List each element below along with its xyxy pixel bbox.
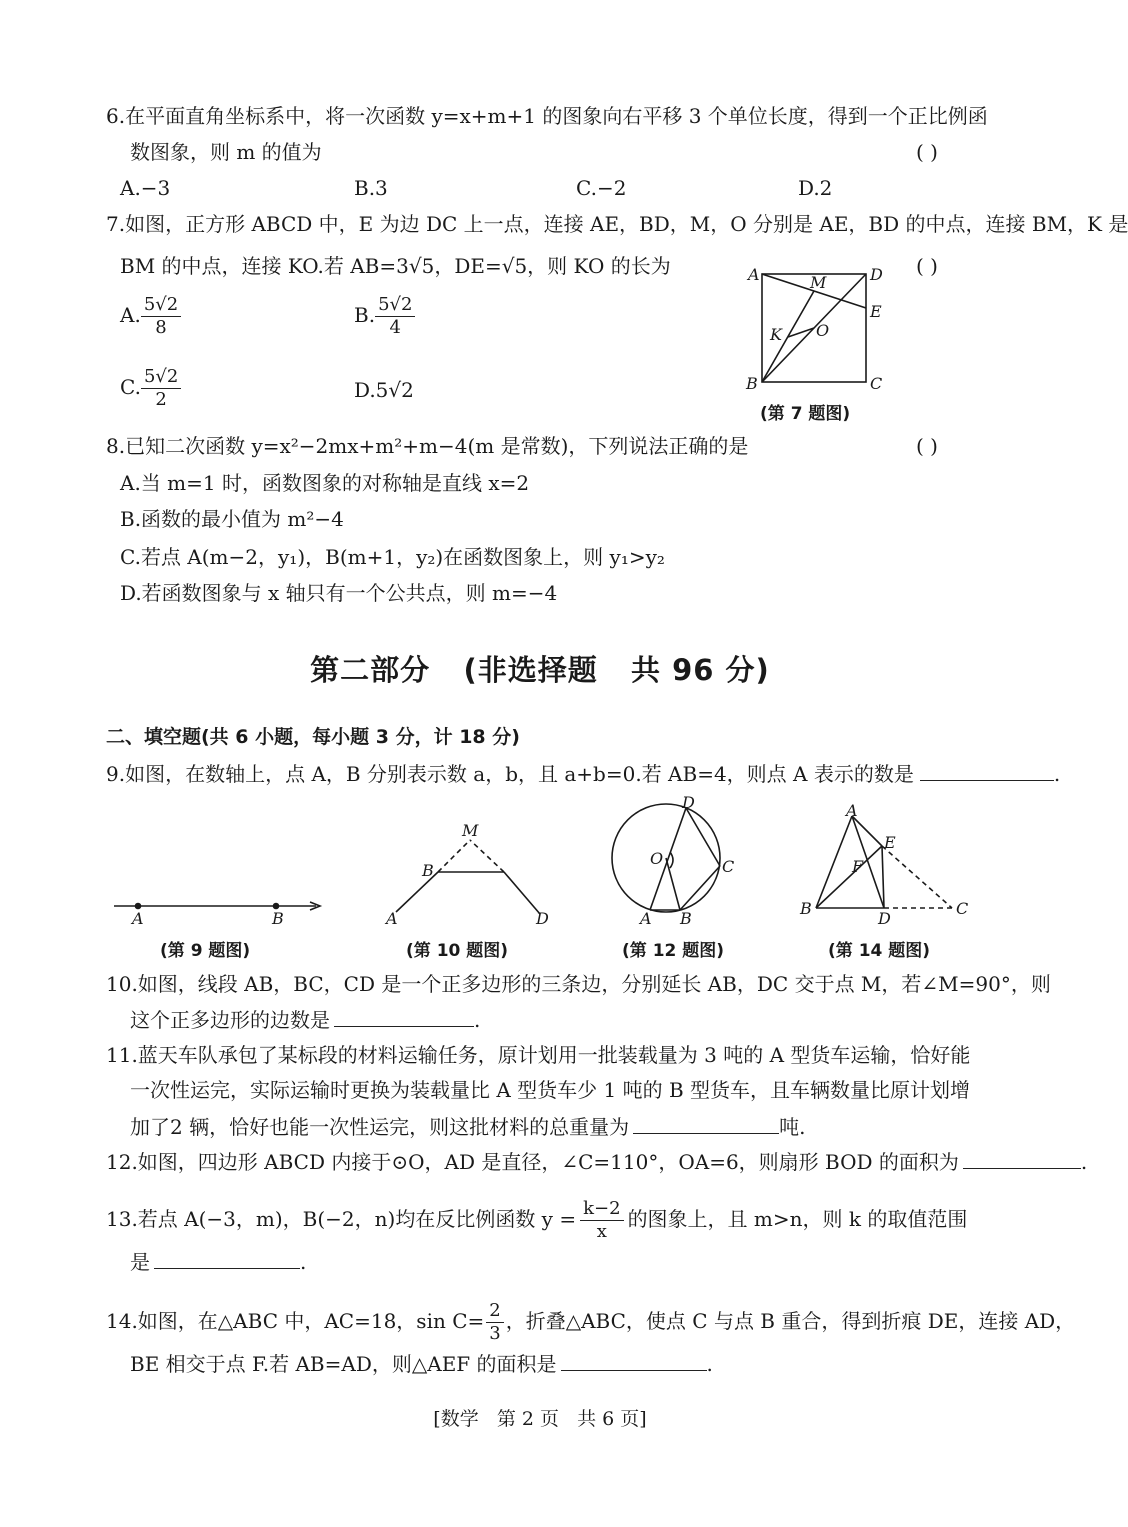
q7-line1: 7.如图，正方形 ABCD 中，E 为边 DC 上一点，连接 AE，BD，M，O 分别是 AE，BD 的中点，连接 BM，K 是: [106, 212, 1128, 236]
q6-option-d: D.2: [798, 176, 833, 200]
q10-ext-bm: [438, 840, 470, 872]
q7-label-d: D: [870, 265, 883, 284]
q14-seg-ab: [816, 816, 852, 908]
q14-line2: BE 相交于点 F.若 AB=AD，则△AEF 的面积是 .: [130, 1352, 713, 1376]
q7-option-c: C. $\frac{5√2}{2}$: [120, 366, 181, 411]
q13-answer-blank[interactable]: [154, 1248, 300, 1269]
q11-answer-blank[interactable]: [633, 1113, 779, 1134]
q7-option-b: B. $\frac{5√2}{4}$: [354, 294, 415, 339]
q14-answer-blank[interactable]: [561, 1350, 707, 1371]
q10-line2: 这个正多边形的边数是 .: [130, 1008, 481, 1032]
q14-figure: [796, 801, 982, 932]
section-title: 第二部分 (非选择题 共 96 分): [310, 653, 770, 687]
q11-line1: 11.蓝天车队承包了某标段的材料运输任务，原计划用一批装载量为 3 吨的 A 型货车运输，恰好能: [106, 1043, 971, 1067]
q12-figure: [608, 793, 748, 932]
q7-caption: (第 7 题图): [760, 404, 851, 424]
q7-label-b: B: [746, 374, 758, 393]
q12-label-o: O: [650, 849, 664, 868]
q9-point-a: [136, 904, 141, 909]
page-footer: [数学 第 2 页 共 6 页]: [433, 1408, 647, 1430]
q10-ext-cm: [470, 840, 504, 872]
q14-label-b: B: [800, 899, 812, 918]
q7-option-c-fraction: $\frac{5√2}{2}$: [141, 366, 181, 411]
q10-label-b: B: [422, 861, 434, 880]
q14-label-a: A: [846, 801, 858, 820]
q7-answer-paren: ( ): [916, 254, 938, 278]
q12-caption: (第 12 题图): [622, 941, 725, 961]
q8-option-b: B.函数的最小值为 m²−4: [120, 507, 344, 531]
q7-option-b-fraction: $\frac{5√2}{4}$: [375, 294, 415, 339]
q14-seg-be: [816, 846, 882, 908]
q6-option-c: C.−2: [576, 176, 627, 200]
q10-label-d: D: [536, 909, 549, 928]
q14-seg-de: [882, 846, 884, 908]
q7-label-o: O: [816, 321, 830, 340]
q8-line1: 8.已知二次函数 y=x²−2mx+m²+m−4(m 是常数)，下列说法正确的是: [106, 434, 749, 458]
q7-label-k: K: [770, 325, 782, 344]
q14-label-d: D: [878, 909, 891, 928]
q7-label-a: A: [748, 265, 760, 284]
q14-label-c: C: [956, 899, 969, 918]
q7-label-m: M: [810, 273, 827, 292]
q10-answer-blank[interactable]: [334, 1006, 474, 1027]
q14-label-e: E: [884, 833, 896, 852]
q9-label-b: B: [272, 909, 284, 928]
q6-line1: 6.在平面直角坐标系中，将一次函数 y=x+m+1 的图象向右平移 3 个单位长度，得到一个正比例函: [106, 104, 988, 128]
q7-line2: BM 的中点，连接 KO.若 AB=3√5，DE=√5，则 KO 的长为: [120, 254, 671, 278]
q14-fraction: $\frac{2}{3}$: [486, 1300, 503, 1345]
q12-label-c: C: [722, 857, 735, 876]
q8-option-a: A.当 m=1 时，函数图象的对称轴是直线 x=2: [120, 471, 530, 495]
q14-caption: (第 14 题图): [828, 941, 931, 961]
q9-figure: [110, 890, 330, 930]
q12-seg-ob: [666, 858, 680, 910]
q8-answer-paren: ( ): [916, 434, 938, 458]
q9-caption: (第 9 题图): [160, 941, 251, 961]
q7-option-d: D.5√2: [354, 378, 414, 402]
q8-option-c: C.若点 A(m−2，y₁)，B(m+1，y₂)在函数图象上，则 y₁>y₂: [120, 545, 665, 569]
q13-line1: 13.若点 A(−3，m)，B(−2，n)均在反比例函数 y = $\frac{k-2}{x}$ 的图象上，且 m>n，则 k 的取值范围: [106, 1198, 968, 1242]
q7-label-e: E: [870, 302, 882, 321]
q12-label-b: B: [680, 909, 692, 928]
q8-option-d: D.若函数图象与 x 轴只有一个公共点，则 m=−4: [120, 581, 558, 605]
q7-label-c: C: [870, 374, 883, 393]
q11-line3: 加了2 辆，恰好也能一次性运完，则这批材料的总重量为 吨.: [130, 1115, 806, 1139]
q6-option-b: B.3: [354, 176, 388, 200]
q7-option-a-fraction: $\frac{5√2}{8}$: [141, 294, 181, 339]
fill-in-heading: 二、填空题(共 6 小题，每小题 3 分，计 18 分): [106, 726, 520, 748]
q10-figure: [380, 820, 560, 932]
q10-label-a: A: [386, 909, 398, 928]
q14-fold-ec: [882, 846, 952, 908]
q12-label-d: D: [682, 793, 695, 812]
q10-label-m: M: [462, 821, 479, 840]
q12-line1: 12.如图，四边形 ABCD 内接于⊙O，AD 是直径，∠C=110°，OA=6，则扇形 BOD 的面积为 .: [106, 1150, 1088, 1174]
q9-answer-blank[interactable]: [920, 760, 1054, 781]
q12-seg-bc: [680, 866, 720, 910]
q9-line1: 9.如图，在数轴上，点 A，B 分别表示数 a，b，且 a+b=0.若 AB=4，则点 A 表示的数是 .: [106, 762, 1061, 786]
q6-answer-paren: ( ): [916, 140, 938, 164]
q12-answer-blank[interactable]: [963, 1148, 1081, 1169]
q14-line1: 14.如图，在△ABC 中，AC=18，sin C= $\frac{2}{3}$ ，折叠△ABC，使点 C 与点 B 重合，得到折痕 DE，连接 AD，: [106, 1300, 1076, 1344]
q13-line2: 是 .: [130, 1250, 307, 1274]
q7-option-a: A. $\frac{5√2}{8}$: [120, 294, 181, 339]
q14-label-f: F: [852, 857, 864, 876]
q9-point-b: [274, 904, 279, 909]
q10-caption: (第 10 题图): [406, 941, 509, 961]
q10-seg-cd: [504, 872, 540, 914]
q10-line1: 10.如图，线段 AB，BC，CD 是一个正多边形的三条边，分别延长 AB，DC 交于点 M，若∠M=90°，则: [106, 972, 1051, 996]
q6-line2: 数图象，则 m 的值为: [130, 140, 322, 164]
q9-label-a: A: [132, 909, 144, 928]
q7-figure: [740, 262, 890, 396]
q12-label-a: A: [640, 909, 652, 928]
q13-fraction: $\frac{k-2}{x}$: [580, 1198, 623, 1243]
q11-line2: 一次性运完，实际运输时更换为装载量比 A 型货车少 1 吨的 B 型货车，且车辆数量比原计划增: [130, 1078, 971, 1102]
q6-option-a: A.−3: [120, 176, 171, 200]
